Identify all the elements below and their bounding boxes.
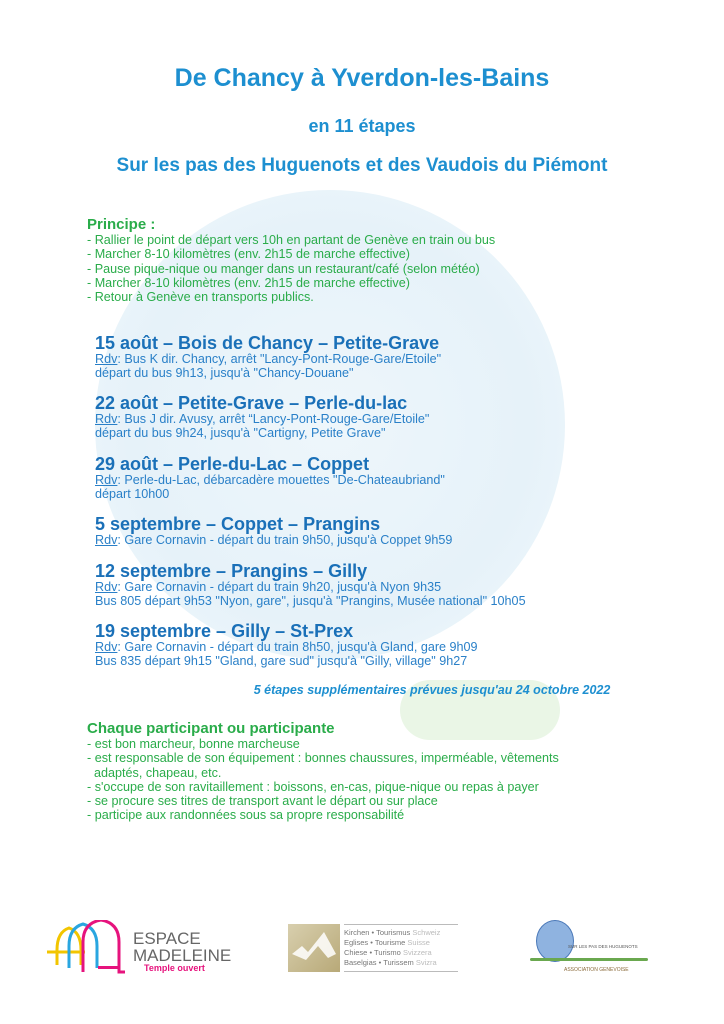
chaque-section (87, 721, 559, 823)
stage-5 (95, 561, 526, 608)
kirchen-tourismus-logo: Kirchen • Tourismus Schweiz Eglises • Tourisme Suisse Chiese • Turismo Svizzera Baselgias • Turissem Svizra (288, 918, 458, 974)
stage-line: : Perle-du-Lac, débarcadère mouettes "De-Chateaubriand" (117, 473, 445, 487)
list-item: - se procure ses titres de transport avant le départ ou sur place (87, 794, 438, 809)
rdv-label: Rdv (95, 473, 118, 487)
stage-heading: 15 août – Bois de Chancy – Petite-Grave (95, 333, 440, 353)
list-item: adaptés, chapeau, etc. (94, 765, 222, 780)
principe-heading: Principe : (87, 216, 156, 233)
list-item: - Pause pique-nique ou manger dans un restaurant/café (selon météo) (87, 261, 480, 276)
note: 5 étapes supplémentaires prévues jusqu'au 24 octobre 2022 (253, 683, 611, 697)
logo-text: MADELEINE (133, 946, 232, 965)
stage-line: départ du bus 9h24, jusqu'à "Cartigny, Petite Grave" (95, 425, 386, 440)
stage-heading: 5 septembre – Coppet – Prangins (95, 514, 381, 534)
rdv-label: Rdv (95, 640, 118, 654)
stage-heading: 22 août – Petite-Grave – Perle-du-lac (95, 393, 408, 413)
association-logo: SUR LES PAS DES HUGUENOTS ASSOCIATION GENEVOISE (530, 918, 650, 978)
stage-line: Bus 835 départ 9h15 "Gland, gare sud" jusqu'à "Gilly, village" 9h27 (95, 653, 468, 668)
stage-heading: 29 août – Perle-du-Lac – Coppet (95, 454, 370, 474)
stage-line: départ du bus 9h13, jusqu'à "Chancy-Douane" (95, 365, 354, 380)
list-item: - Marcher 8-10 kilomètres (env. 2h15 de marche effective) (87, 275, 410, 290)
stage-line: départ 10h00 (95, 486, 170, 501)
chaque-heading: Chaque participant ou participante (87, 720, 335, 737)
stage-6 (95, 621, 478, 668)
espace-madeleine-logo (45, 920, 255, 980)
list-item: - Rallier le point de départ vers 10h en partant de Genève en train ou bus (87, 233, 496, 247)
list-item: - est responsable de son équipement : bonnes chaussures, imperméable, vêtements (87, 751, 559, 766)
stage-1 (95, 333, 441, 380)
list-item: - est bon marcheur, bonne marcheuse (87, 737, 300, 751)
logo-text: Temple ouvert (144, 963, 205, 973)
rdv-label: Rdv (95, 352, 118, 366)
stage-line: : Gare Cornavin - départ du train 8h50, jusqu'à Gland, gare 9h09 (117, 640, 478, 654)
rdv-label: Rdv (95, 580, 118, 594)
stage-heading: 19 septembre – Gilly – St-Prex (95, 621, 354, 641)
list-item: - participe aux randonnées sous sa propre responsabilité (87, 808, 405, 823)
stage-line: : Bus J dir. Avusy, arrêt “Lancy-Pont-Rouge-Gare/Etoile" (117, 412, 430, 426)
stage-line: : Gare Cornavin - départ du train 9h50, jusqu'à Coppet 9h59 (117, 533, 453, 547)
subtitle-2: Sur les pas des Huguenots et des Vaudois du Piémont (116, 155, 608, 176)
list-item: - Marcher 8-10 kilomètres (env. 2h15 de marche effective) (87, 247, 410, 262)
stage-4 (95, 514, 452, 548)
stage-line: Bus 805 départ 9h53 "Nyon, gare", jusqu'à "Prangins, Musée national" 10h05 (95, 593, 526, 608)
rdv-label: Rdv (95, 533, 118, 547)
mountain-icon (288, 924, 340, 972)
stage-line: : Bus K dir. Chancy, arrêt "Lancy-Pont-Rouge-Gare/Etoile" (117, 352, 442, 366)
logo-text: ESPACE (133, 929, 201, 948)
pilgrim-icon (536, 920, 574, 962)
arches-icon (45, 920, 130, 980)
subtitle: en 11 étapes (308, 116, 416, 136)
stage-heading: 12 septembre – Prangins – Gilly (95, 561, 368, 581)
page-title: De Chancy à Yverdon-les-Bains (174, 64, 550, 92)
stage-2 (95, 393, 429, 440)
list-item: - Retour à Genève en transports publics. (87, 290, 314, 305)
principe-section (87, 217, 495, 304)
stage-line: : Gare Cornavin - départ du train 9h20, jusqu'à Nyon 9h35 (117, 580, 442, 594)
list-item: - s'occupe de son ravitaillement : boissons, en-cas, pique-nique ou repas à payer (87, 779, 539, 794)
rdv-label: Rdv (95, 412, 118, 426)
stage-3 (95, 454, 445, 501)
